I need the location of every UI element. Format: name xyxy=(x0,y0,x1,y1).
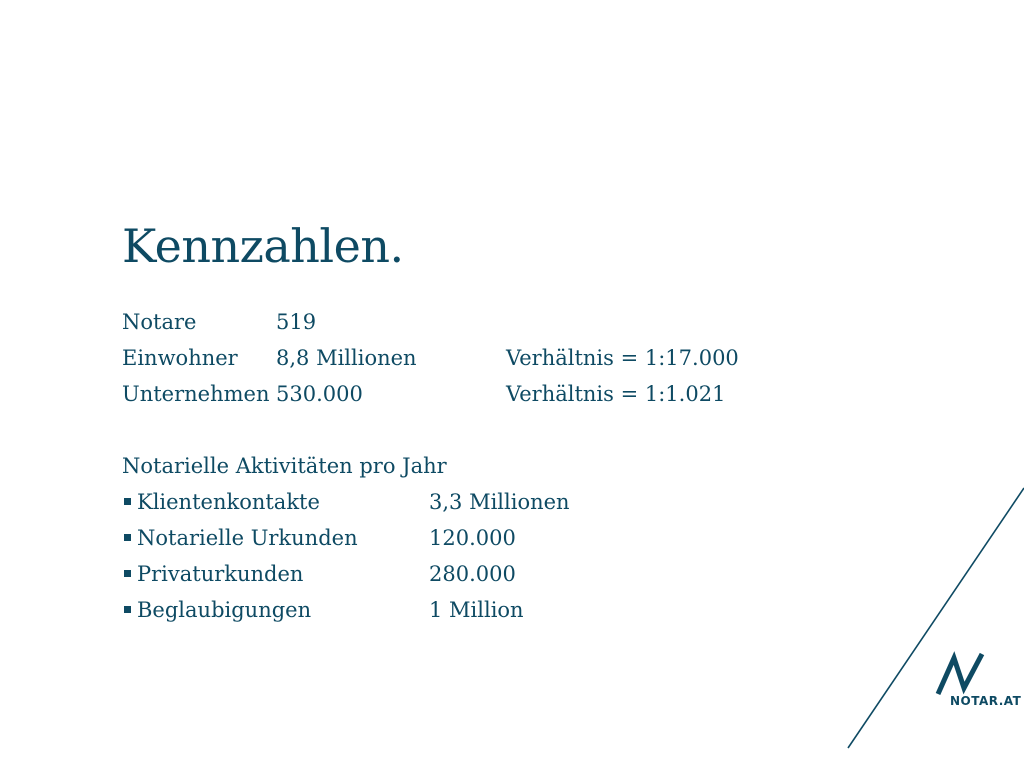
activity-label: Notarielle Urkunden xyxy=(137,526,358,550)
activity-value: 1 Million xyxy=(429,598,524,622)
stat-ratio: Verhältnis = 1:17.000 xyxy=(506,346,739,370)
activity-label: Beglaubigungen xyxy=(137,598,312,622)
stat-label: Notare xyxy=(122,310,197,334)
activity-value: 3,3 Millionen xyxy=(429,490,570,514)
activities-heading: Notarielle Aktivitäten pro Jahr xyxy=(122,454,447,478)
activity-label: Privaturkunden xyxy=(137,562,304,586)
stat-label: Einwohner xyxy=(122,346,238,370)
stat-value: 8,8 Millionen xyxy=(276,346,417,370)
activity-value: 280.000 xyxy=(429,562,516,586)
activity-label: Klientenkontakte xyxy=(137,490,320,514)
stat-label: Unternehmen xyxy=(122,382,270,406)
page-title: Kennzahlen. xyxy=(122,219,404,273)
activity-value: 120.000 xyxy=(429,526,516,550)
stat-ratio: Verhältnis = 1:1.021 xyxy=(506,382,726,406)
stat-value: 530.000 xyxy=(276,382,363,406)
logo-text: NOTAR.AT xyxy=(950,694,1022,708)
notar-logo-icon xyxy=(932,650,994,698)
stat-value: 519 xyxy=(276,310,317,334)
